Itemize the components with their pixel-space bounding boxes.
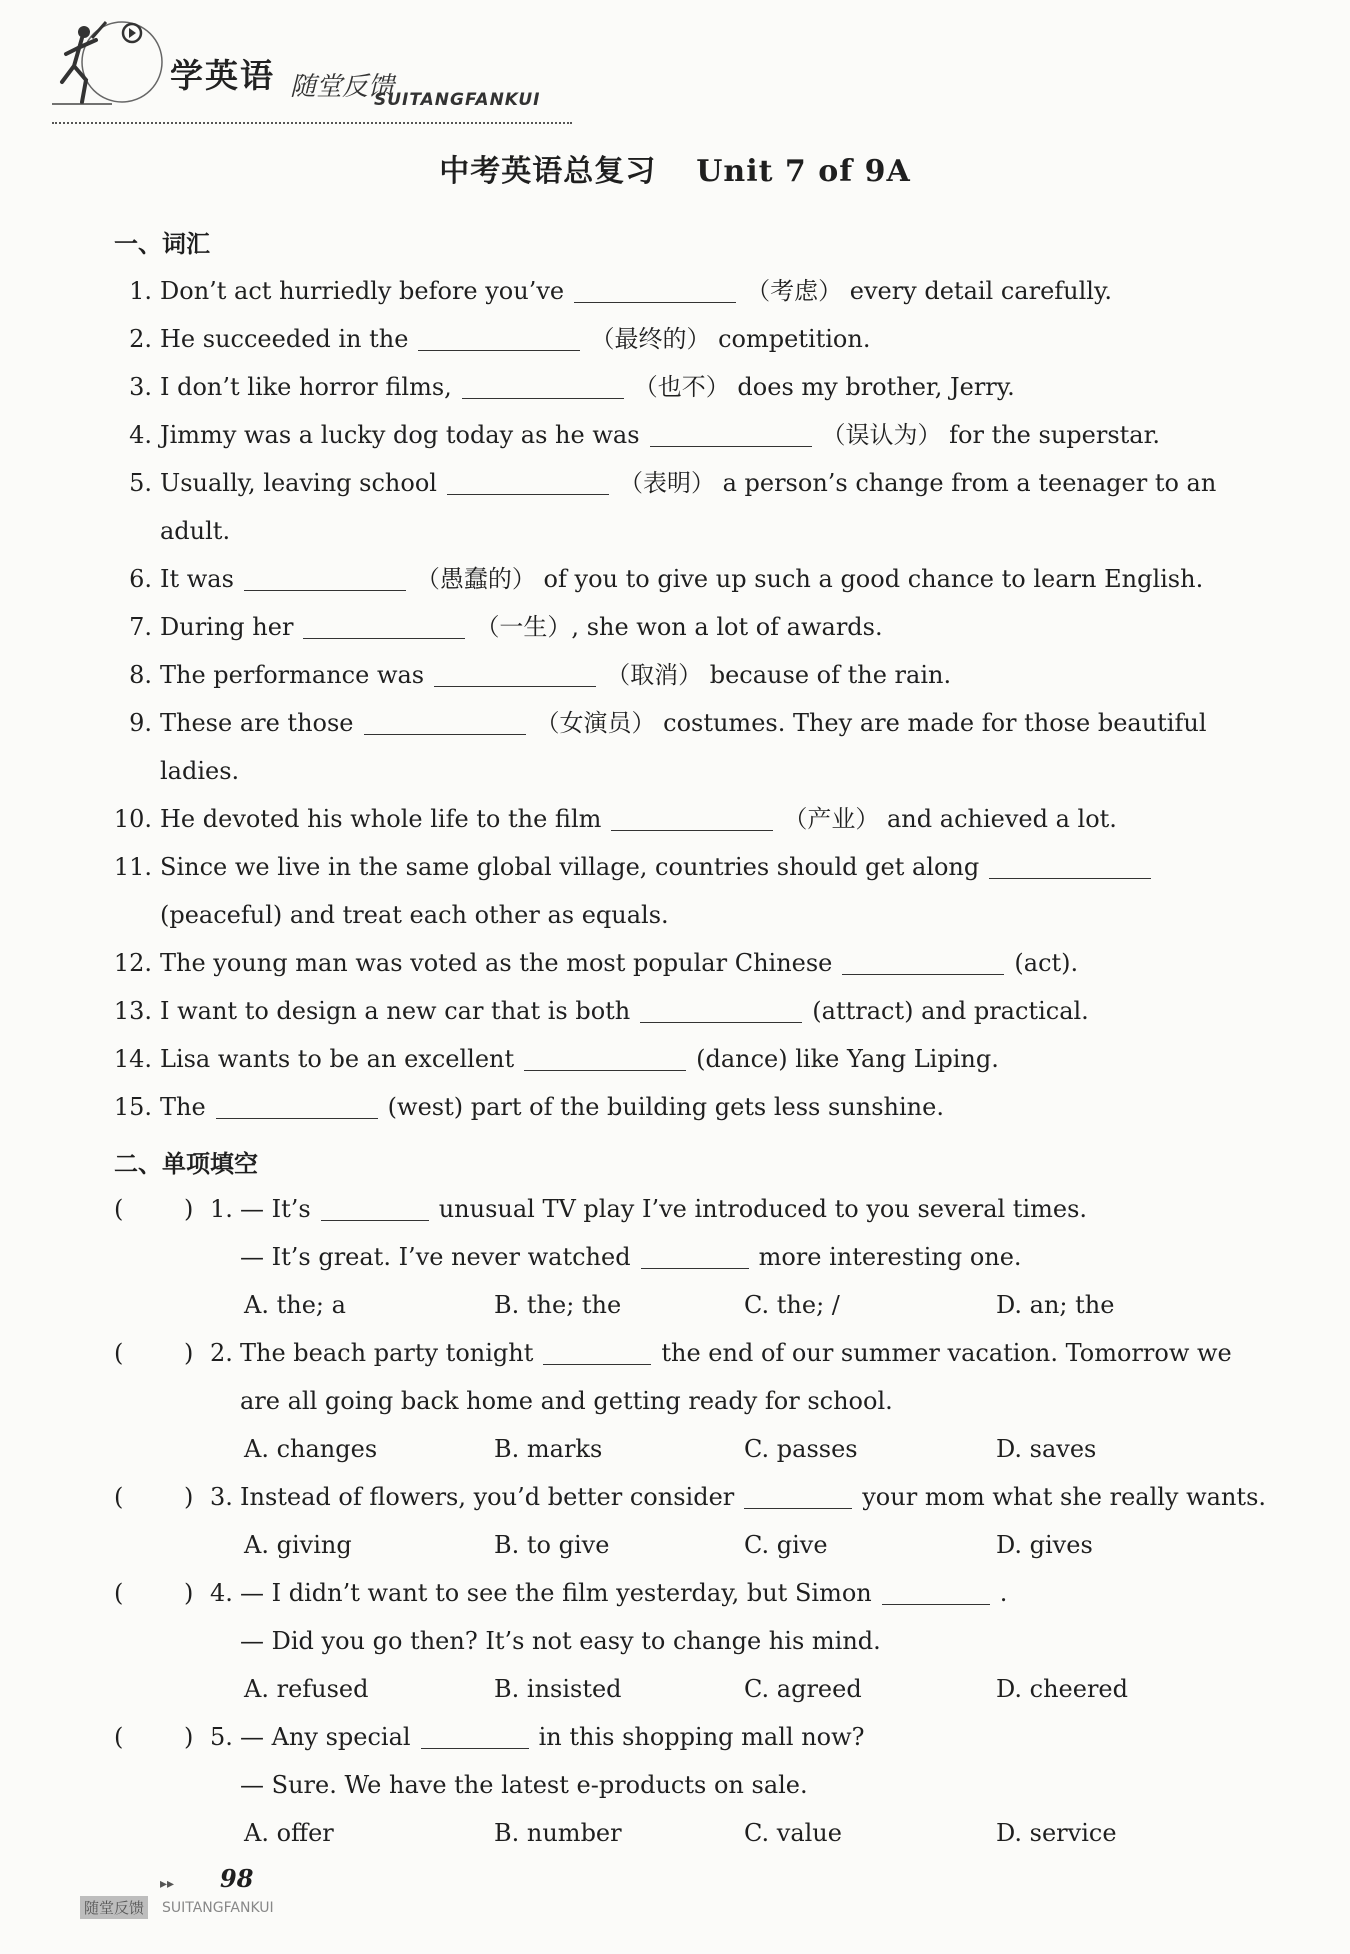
vocab-item — [0, 988, 1350, 1034]
item-text: (attract) and practical. — [812, 997, 1089, 1025]
item-text: Don’t act hurriedly before you’ve — [160, 277, 565, 305]
answer-paren-close: ) — [184, 1579, 194, 1607]
answer-blank[interactable] — [611, 802, 773, 831]
options-row — [0, 1282, 1350, 1328]
answer-paren-open[interactable]: ( — [114, 1195, 124, 1223]
answer-blank[interactable] — [447, 466, 609, 495]
options-row — [0, 1810, 1350, 1856]
option-d[interactable]: D. saves — [996, 1435, 1097, 1463]
answer-paren-close: ) — [184, 1339, 194, 1367]
vocab-item — [0, 460, 1350, 506]
vocab-item — [0, 412, 1350, 458]
option-c[interactable]: C. agreed — [744, 1675, 862, 1703]
question-row — [0, 1234, 1350, 1280]
item-number: 8. — [129, 661, 152, 689]
question-text: — Did you go then? It’s not easy to change his mind. — [240, 1627, 881, 1655]
question-text: — I didn’t want to see the film yesterday, but Simon — [240, 1579, 872, 1607]
item-text: （取消） because of the rain. — [606, 661, 952, 689]
option-a[interactable]: A. the; a — [244, 1291, 346, 1319]
question-text: — Sure. We have the latest e-products on sale. — [240, 1771, 808, 1799]
question-number: 4. — [210, 1579, 233, 1607]
item-number: 1. — [129, 277, 152, 305]
item-text: Lisa wants to be an excellent — [160, 1045, 515, 1073]
section-heading-single-choice: 二、单项填空 — [114, 1150, 258, 1178]
brand-title: 学英语 — [170, 56, 275, 95]
option-b[interactable]: B. the; the — [494, 1291, 622, 1319]
item-number: 15. — [113, 1093, 152, 1121]
item-text: I want to design a new car that is both — [160, 997, 631, 1025]
question-number: 1. — [210, 1195, 233, 1223]
option-a[interactable]: A. refused — [244, 1675, 369, 1703]
item-text: Usually, leaving school — [160, 469, 437, 497]
vocab-item — [0, 364, 1350, 410]
option-d[interactable]: D. service — [996, 1819, 1117, 1847]
header-divider — [52, 122, 572, 124]
answer-paren-open[interactable]: ( — [114, 1723, 124, 1751]
item-number: 7. — [129, 613, 152, 641]
options-row — [0, 1426, 1350, 1472]
answer-paren-close: ) — [184, 1483, 194, 1511]
item-text: It was — [160, 565, 234, 593]
answer-blank[interactable] — [244, 562, 406, 591]
question-text: more interesting one. — [758, 1243, 1022, 1271]
runner-logo-icon — [52, 18, 172, 118]
item-text: adult. — [160, 517, 231, 545]
answer-paren-close: ) — [184, 1195, 194, 1223]
answer-blank[interactable] — [744, 1480, 852, 1509]
item-text: （女演员） costumes. They are made for those beautiful — [535, 709, 1207, 737]
answer-paren-open[interactable]: ( — [114, 1483, 124, 1511]
vocab-item — [0, 268, 1350, 314]
question-number: 3. — [210, 1483, 233, 1511]
question-text: The beach party tonight — [240, 1339, 534, 1367]
item-text: （考虑） every detail carefully. — [746, 277, 1112, 305]
item-text: The young man was voted as the most popular Chinese — [160, 949, 833, 977]
question-text: — It’s great. I’ve never watched — [240, 1243, 631, 1271]
answer-blank[interactable] — [434, 658, 596, 687]
option-c[interactable]: C. give — [744, 1531, 828, 1559]
item-text: During her — [160, 613, 294, 641]
question-row — [0, 1378, 1350, 1424]
question-text: — Any special — [240, 1723, 411, 1751]
question-number: 5. — [210, 1723, 233, 1751]
answer-blank[interactable] — [842, 946, 1004, 975]
item-number: 2. — [129, 325, 152, 353]
item-text: He devoted his whole life to the film — [160, 805, 602, 833]
vocab-item — [0, 1036, 1350, 1082]
answer-blank[interactable] — [574, 274, 736, 303]
question-text: Instead of flowers, you’d better consider — [240, 1483, 735, 1511]
option-b[interactable]: B. number — [494, 1819, 622, 1847]
brand-latin: SUITANGFANKUI — [374, 90, 541, 110]
item-text: The — [160, 1093, 206, 1121]
item-text: （表明） a person’s change from a teenager to an — [618, 469, 1217, 497]
question-text: are all going back home and getting ready for school. — [240, 1387, 893, 1415]
question-text: . — [999, 1579, 1008, 1607]
options-row — [0, 1522, 1350, 1568]
footer-label-latin: SUITANGFANKUI — [162, 1900, 274, 1916]
section-heading-vocabulary: 一、词汇 — [114, 230, 210, 258]
vocab-item — [0, 604, 1350, 650]
item-text: ladies. — [160, 757, 240, 785]
item-number: 3. — [129, 373, 152, 401]
item-text: （愚蠢的） of you to give up such a good chance to learn English. — [415, 565, 1204, 593]
answer-paren-open[interactable]: ( — [114, 1579, 124, 1607]
question-row — [0, 1762, 1350, 1808]
item-text: （也不） does my brother, Jerry. — [633, 373, 1015, 401]
page-number: 98 — [220, 1864, 254, 1893]
item-number: 9. — [129, 709, 152, 737]
option-a[interactable]: A. offer — [244, 1819, 334, 1847]
item-text: (peaceful) and treat each other as equals. — [160, 901, 669, 929]
item-text: Since we live in the same global village, countries should get along — [160, 853, 980, 881]
option-a[interactable]: A. giving — [244, 1531, 352, 1559]
question-row — [0, 1474, 1350, 1520]
item-text: （最终的） competition. — [590, 325, 871, 353]
question-text: your mom what she really wants. — [862, 1483, 1267, 1511]
vocab-item — [0, 1084, 1350, 1130]
question-row — [0, 1714, 1350, 1760]
item-number: 13. — [113, 997, 152, 1025]
option-b[interactable]: B. marks — [494, 1435, 603, 1463]
item-text: （一生）, she won a lot of awards. — [475, 613, 883, 641]
answer-blank[interactable] — [303, 610, 465, 639]
item-text: I don’t like horror films, — [160, 373, 452, 401]
question-row — [0, 1570, 1350, 1616]
question-text: in this shopping mall now? — [538, 1723, 865, 1751]
question-text: unusual TV play I’ve introduced to you several times. — [438, 1195, 1088, 1223]
item-number: 12. — [113, 949, 152, 977]
vocab-item — [0, 652, 1350, 698]
title-cn: 中考英语总复习 — [439, 154, 657, 189]
vocab-item — [0, 700, 1350, 746]
question-row — [0, 1618, 1350, 1664]
answer-blank[interactable] — [640, 994, 802, 1023]
header — [52, 18, 612, 118]
vocab-item-continuation — [0, 892, 1350, 938]
item-number: 11. — [113, 853, 152, 881]
item-number: 14. — [113, 1045, 152, 1073]
item-text: These are those — [160, 709, 354, 737]
footer-label: 随堂反馈 — [80, 1896, 148, 1919]
answer-blank[interactable] — [650, 418, 812, 447]
answer-blank[interactable] — [462, 370, 624, 399]
item-number: 4. — [129, 421, 152, 449]
option-c[interactable]: C. passes — [744, 1435, 858, 1463]
answer-blank[interactable] — [216, 1090, 378, 1119]
footer-arrow-icon: ▸▸ — [160, 1876, 175, 1892]
item-number: 5. — [129, 469, 152, 497]
answer-blank[interactable] — [524, 1042, 686, 1071]
vocab-item — [0, 796, 1350, 842]
answer-blank[interactable] — [989, 850, 1151, 879]
question-text: — It’s — [240, 1195, 311, 1223]
answer-blank[interactable] — [321, 1192, 429, 1221]
vocab-item — [0, 316, 1350, 362]
item-text: The performance was — [160, 661, 425, 689]
question-text: the end of our summer vacation. Tomorrow we — [661, 1339, 1232, 1367]
vocab-item — [0, 940, 1350, 986]
question-row — [0, 1186, 1350, 1232]
vocab-item-continuation — [0, 748, 1350, 794]
answer-blank[interactable] — [641, 1240, 749, 1269]
option-d[interactable]: D. gives — [996, 1531, 1093, 1559]
item-text: （产业） and achieved a lot. — [783, 805, 1117, 833]
question-row — [0, 1330, 1350, 1376]
answer-paren-close: ) — [184, 1723, 194, 1751]
option-d[interactable]: D. an; the — [996, 1291, 1115, 1319]
option-c[interactable]: C. the; / — [744, 1291, 840, 1319]
item-text: （误认为） for the superstar. — [821, 421, 1161, 449]
item-text: (act). — [1014, 949, 1079, 977]
question-number: 2. — [210, 1339, 233, 1367]
answer-paren-open[interactable]: ( — [114, 1339, 124, 1367]
item-number: 6. — [129, 565, 152, 593]
answer-blank[interactable] — [364, 706, 526, 735]
answer-blank[interactable] — [543, 1336, 651, 1365]
item-number: 10. — [113, 805, 152, 833]
option-c[interactable]: C. value — [744, 1819, 842, 1847]
vocab-item-continuation — [0, 508, 1350, 554]
answer-blank[interactable] — [418, 322, 580, 351]
brand-subtitle: 随堂反馈 — [290, 72, 395, 102]
options-row — [0, 1666, 1350, 1712]
option-d[interactable]: D. cheered — [996, 1675, 1128, 1703]
option-a[interactable]: A. changes — [244, 1435, 378, 1463]
page-title — [0, 146, 1350, 190]
vocab-item — [0, 556, 1350, 602]
item-text: Jimmy was a lucky dog today as he was — [160, 421, 640, 449]
answer-blank[interactable] — [882, 1576, 990, 1605]
title-en: Unit 7 of 9A — [696, 154, 911, 189]
answer-blank[interactable] — [421, 1720, 529, 1749]
item-text: He succeeded in the — [160, 325, 409, 353]
vocab-item — [0, 844, 1350, 890]
item-text: (west) part of the building gets less sunshine. — [387, 1093, 944, 1121]
option-b[interactable]: B. to give — [494, 1531, 610, 1559]
option-b[interactable]: B. insisted — [494, 1675, 622, 1703]
item-text: (dance) like Yang Liping. — [696, 1045, 999, 1073]
